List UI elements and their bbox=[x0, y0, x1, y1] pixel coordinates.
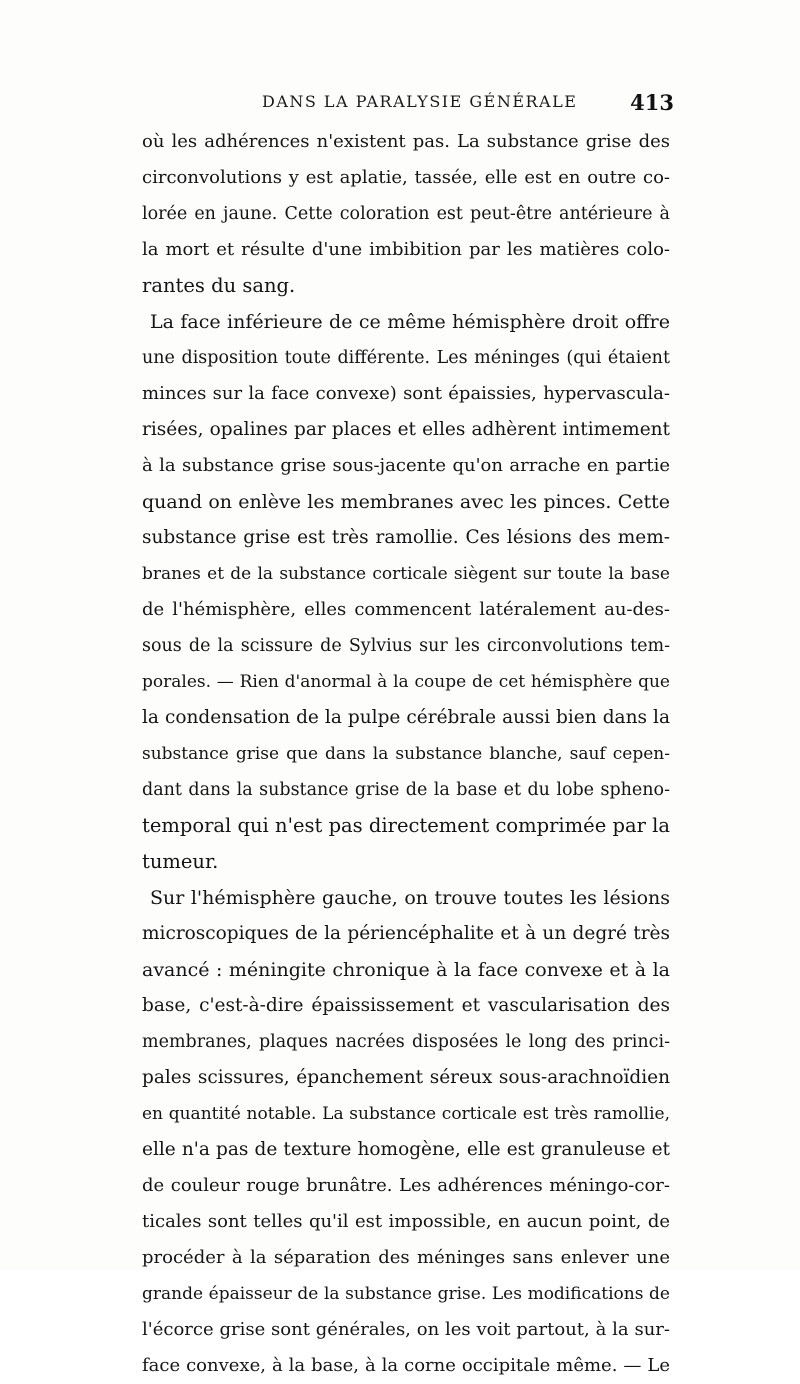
text-line: minces sur la face convexe) sont épaissies, hypervascula- bbox=[142, 383, 670, 404]
text-line: lorée en jaune. Cette coloration est peut-être antérieure à bbox=[142, 204, 670, 224]
text-line: risées, opalines par places et elles adhèrent intimement bbox=[142, 419, 670, 440]
page-number: 413 bbox=[630, 90, 674, 115]
text-line: Sur l'hémisphère gauche, on trouve toutes les lésions bbox=[150, 887, 670, 909]
text-line: la condensation de la pulpe cérébrale aussi bien dans la bbox=[142, 707, 670, 728]
text-line: grande épaisseur de la substance grise. Les modifications de bbox=[142, 1284, 670, 1304]
text-line: en quantité notable. La substance corticale est très ramollie, bbox=[142, 1104, 670, 1124]
text-line: où les adhérences n'existent pas. La substance grise des bbox=[142, 131, 670, 152]
text-line: la mort et résulte d'une imbibition par les matières colo- bbox=[142, 239, 670, 260]
text-line: membranes, plaques nacrées disposées le long des princi- bbox=[142, 1032, 670, 1052]
text-line: l'écorce grise sont générales, on les voit partout, à la sur- bbox=[142, 1319, 670, 1340]
text-line: pales scissures, épanchement séreux sous-arachnoïdien bbox=[142, 1067, 670, 1088]
text-line: circonvolutions y est aplatie, tassée, elle est en outre co- bbox=[142, 167, 670, 188]
text-line: rantes du sang. bbox=[142, 274, 296, 297]
text-line: branes et de la substance corticale siègent sur toute la base bbox=[142, 564, 670, 584]
text-line: une disposition toute différente. Les méninges (qui étaient bbox=[142, 348, 670, 368]
text-line: avancé : méningite chronique à la face convexe et à la bbox=[142, 959, 670, 981]
text-line: temporal qui n'est pas directement comprimée par la bbox=[142, 814, 670, 837]
text-line: de couleur rouge brunâtre. Les adhérences méningo-cor- bbox=[142, 1175, 670, 1196]
text-line: elle n'a pas de texture homogène, elle est granuleuse et bbox=[142, 1139, 670, 1160]
text-line: substance grise que dans la substance blanche, sauf cepen- bbox=[142, 744, 670, 764]
text-line: quand on enlève les membranes avec les pinces. Cette bbox=[142, 491, 670, 513]
text-line: base, c'est-à-dire épaississement et vascularisation des bbox=[142, 995, 670, 1016]
text-line: La face inférieure de ce même hémisphère droit offre bbox=[150, 311, 670, 333]
text-line: à la substance grise sous-jacente qu'on arrache en partie bbox=[142, 455, 670, 476]
running-head bbox=[140, 92, 680, 118]
text-line: procéder à la séparation des méninges sans enlever une bbox=[142, 1247, 670, 1268]
text-line: ticales sont telles qu'il est impossible, en aucun point, de bbox=[142, 1211, 670, 1232]
running-title: DANS LA PARALYSIE GÉNÉRALE bbox=[262, 92, 578, 111]
text-line: tumeur. bbox=[142, 850, 219, 873]
text-line: face convexe, à la base, à la corne occipitale même. — Le bbox=[142, 1355, 670, 1376]
text-line: de l'hémisphère, elles commencent latéralement au-des- bbox=[142, 599, 670, 620]
text-line: substance grise est très ramollie. Ces lésions des mem- bbox=[142, 527, 670, 548]
text-line: dant dans la substance grise de la base et du lobe spheno- bbox=[142, 780, 670, 800]
text-line: sous de la scissure de Sylvius sur les circonvolutions tem- bbox=[142, 636, 670, 656]
text-line: porales. — Rien d'anormal à la coupe de cet hémisphère que bbox=[142, 672, 670, 692]
body-text bbox=[142, 124, 670, 1384]
text-line: microscopiques de la périencéphalite et à un degré très bbox=[142, 923, 670, 944]
